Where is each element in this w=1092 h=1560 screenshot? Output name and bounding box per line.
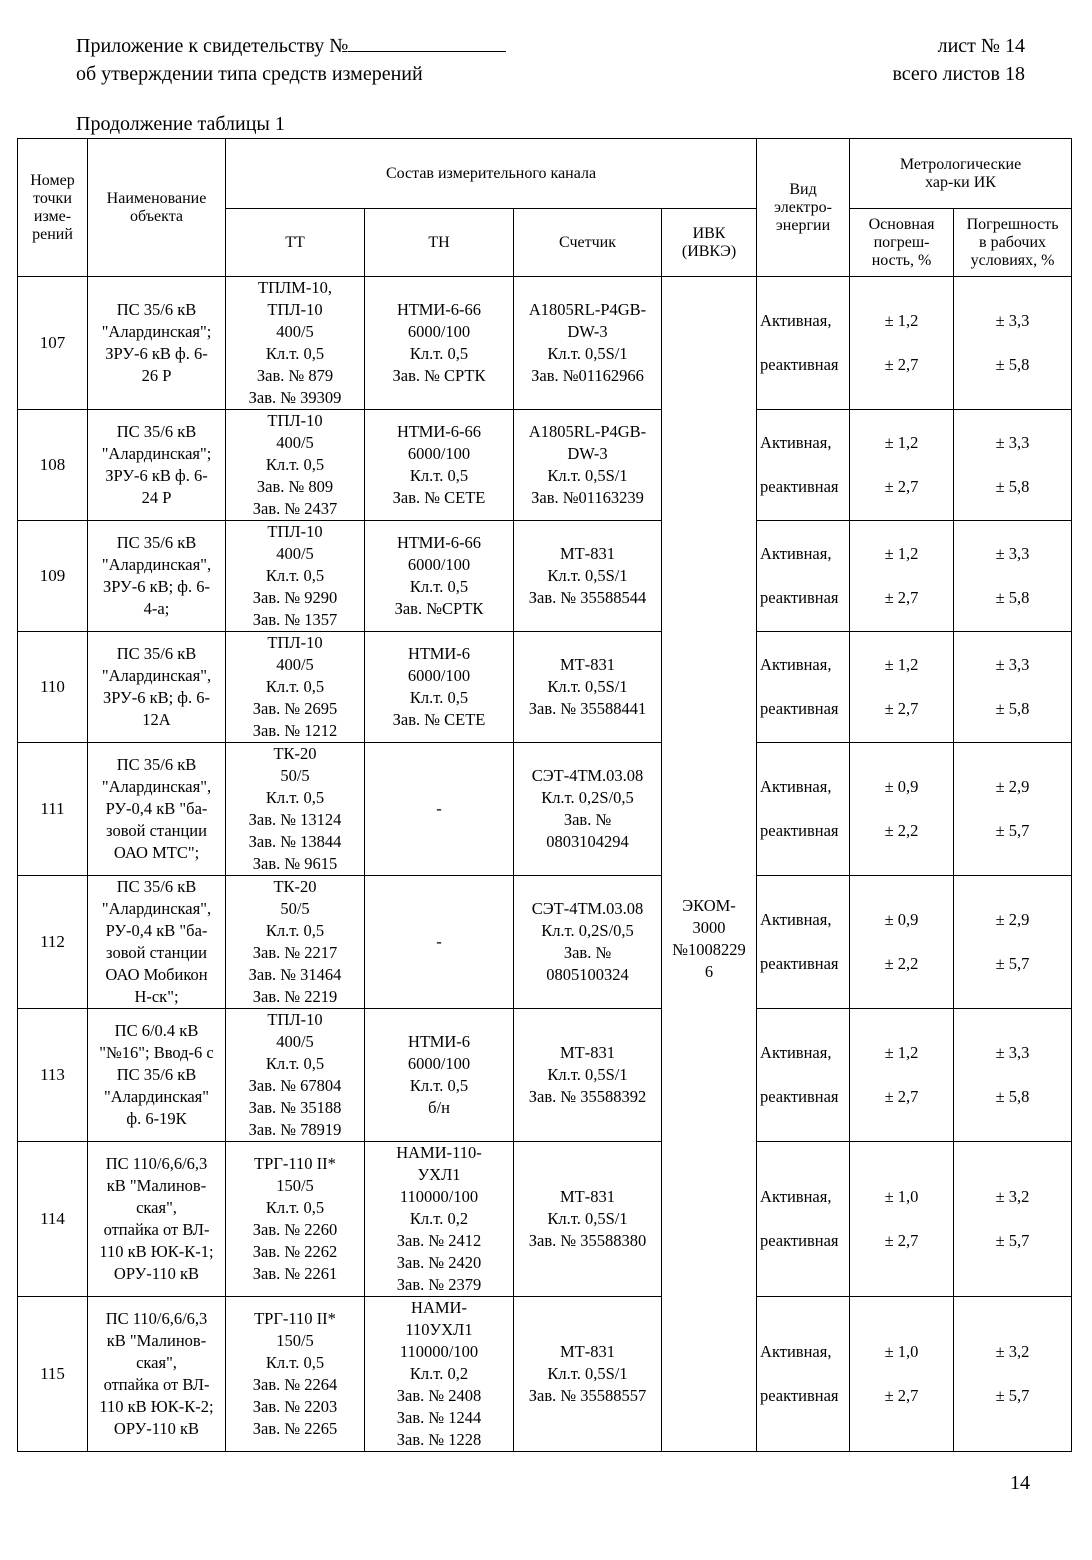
cell-tn: НТМИ-6 6000/100 Кл.т. 0,5 б/н	[365, 1009, 514, 1142]
cell-tt: ТРГ-110 II* 150/5 Кл.т. 0,5 Зав. № 2264 Зав. № 2203 Зав. № 2265	[226, 1297, 365, 1452]
working-error-active: ± 3,3	[995, 1043, 1030, 1062]
basic-error-active: ± 1,2	[884, 433, 919, 452]
col-header-tt: ТТ	[226, 209, 365, 277]
table-row	[18, 1009, 1072, 1142]
cell-tn: -	[365, 876, 514, 1009]
energy-active: Активная,	[760, 910, 832, 929]
cell-basic-error	[850, 1142, 954, 1297]
cell-basic-error	[850, 1009, 954, 1142]
energy-reactive: реактивная	[760, 699, 839, 718]
cell-tt: ТПЛ-10 400/5 Кл.т. 0,5 Зав. № 2695 Зав. № 1212	[226, 632, 365, 743]
cell-point-number: 112	[18, 876, 88, 1009]
cell-energy-kind	[757, 743, 850, 876]
table-continuation-caption: Продолжение таблицы 1	[76, 113, 285, 135]
total-sheets: всего листов 18	[892, 63, 1025, 85]
measurement-channels-table	[17, 138, 1072, 1452]
col-header-working-error: Погрешность в рабочих условиях, %	[954, 209, 1072, 277]
cell-object-name: ПС 35/6 кВ "Алардинская", ЗРУ-6 кВ; ф. 6- 4-а;	[88, 521, 226, 632]
energy-active: Активная,	[760, 655, 832, 674]
cell-energy-kind	[757, 277, 850, 410]
header-approval-line: об утверждении типа средств измерений	[76, 63, 423, 85]
cell-point-number: 111	[18, 743, 88, 876]
table-row	[18, 1297, 1072, 1452]
cell-working-error	[954, 410, 1072, 521]
working-error-reactive: ± 5,7	[995, 1231, 1030, 1250]
cell-ivk: ЭКОМ- 3000 №1008229 6	[662, 277, 757, 1452]
energy-reactive: реактивная	[760, 477, 839, 496]
cell-object-name: ПС 110/6,6/6,3 кВ "Малинов- ская", отпайка от ВЛ- 110 кВ ЮК-К-1; ОРУ-110 кВ	[88, 1142, 226, 1297]
working-error-active: ± 3,3	[995, 544, 1030, 563]
cell-meter: МТ-831 Кл.т. 0,5S/1 Зав. № 35588557	[514, 1297, 662, 1452]
cell-point-number: 110	[18, 632, 88, 743]
table-row	[18, 876, 1072, 1009]
cell-tt: ТК-20 50/5 Кл.т. 0,5 Зав. № 13124 Зав. № 13844 Зав. № 9615	[226, 743, 365, 876]
cell-meter: МТ-831 Кл.т. 0,5S/1 Зав. № 35588380	[514, 1142, 662, 1297]
basic-error-reactive: ± 2,7	[884, 477, 919, 496]
basic-error-active: ± 1,0	[884, 1342, 919, 1361]
basic-error-active: ± 1,2	[884, 544, 919, 563]
cell-point-number: 113	[18, 1009, 88, 1142]
cell-object-name: ПС 35/6 кВ "Алардинская", РУ-0,4 кВ "ба- зовой станции ОАО Мобикон Н-ск";	[88, 876, 226, 1009]
cell-energy-kind	[757, 1142, 850, 1297]
col-header-energy-kind: Вид электро- энергии	[757, 139, 850, 277]
cell-object-name: ПС 6/0.4 кВ "№16"; Ввод-6 с ПС 35/6 кВ "Алардинская" ф. 6-19К	[88, 1009, 226, 1142]
energy-reactive: реактивная	[760, 1087, 839, 1106]
basic-error-active: ± 1,2	[884, 1043, 919, 1062]
col-header-ivk: ИВК (ИВКЭ)	[662, 209, 757, 277]
working-error-reactive: ± 5,7	[995, 821, 1030, 840]
working-error-reactive: ± 5,8	[995, 355, 1030, 374]
cell-meter: СЭТ-4ТМ.03.08 Кл.т. 0,2S/0,5 Зав. № 0805100324	[514, 876, 662, 1009]
cell-working-error	[954, 876, 1072, 1009]
cell-point-number: 115	[18, 1297, 88, 1452]
basic-error-active: ± 0,9	[884, 910, 919, 929]
cell-energy-kind	[757, 1009, 850, 1142]
cell-tn: НАМИ- 110УХЛ1 110000/100 Кл.т. 0,2 Зав. № 2408 Зав. № 1244 Зав. № 1228	[365, 1297, 514, 1452]
cell-tt: ТПЛ-10 400/5 Кл.т. 0,5 Зав. № 809 Зав. № 2437	[226, 410, 365, 521]
cell-object-name: ПС 110/6,6/6,3 кВ "Малинов- ская", отпайка от ВЛ- 110 кВ ЮК-К-2; ОРУ-110 кВ	[88, 1297, 226, 1452]
cell-basic-error	[850, 521, 954, 632]
cell-working-error	[954, 1142, 1072, 1297]
energy-reactive: реактивная	[760, 821, 839, 840]
cell-meter: МТ-831 Кл.т. 0,5S/1 Зав. № 35588441	[514, 632, 662, 743]
cell-point-number: 108	[18, 410, 88, 521]
cell-tt: ТПЛ-10 400/5 Кл.т. 0,5 Зав. № 9290 Зав. № 1357	[226, 521, 365, 632]
col-header-channel-composition: Состав измерительного канала	[226, 139, 757, 209]
col-header-meter: Счетчик	[514, 209, 662, 277]
cell-basic-error	[850, 743, 954, 876]
working-error-reactive: ± 5,8	[995, 588, 1030, 607]
working-error-reactive: ± 5,8	[995, 1087, 1030, 1106]
table-row	[18, 1142, 1072, 1297]
energy-reactive: реактивная	[760, 588, 839, 607]
basic-error-reactive: ± 2,7	[884, 355, 919, 374]
cell-tt: ТК-20 50/5 Кл.т. 0,5 Зав. № 2217 Зав. № 31464 Зав. № 2219	[226, 876, 365, 1009]
basic-error-active: ± 0,9	[884, 777, 919, 796]
table-row	[18, 521, 1072, 632]
table-row	[18, 277, 1072, 410]
energy-active: Активная,	[760, 1187, 832, 1206]
cell-basic-error	[850, 876, 954, 1009]
cell-tn: -	[365, 743, 514, 876]
header-certificate-line: Приложение к свидетельству №	[76, 35, 349, 57]
cell-basic-error	[850, 632, 954, 743]
cell-object-name: ПС 35/6 кВ "Алардинская"; ЗРУ-6 кВ ф. 6- 24 Р	[88, 410, 226, 521]
page-number: 14	[1010, 1472, 1030, 1494]
working-error-active: ± 3,2	[995, 1187, 1030, 1206]
basic-error-reactive: ± 2,2	[884, 954, 919, 973]
basic-error-reactive: ± 2,7	[884, 1386, 919, 1405]
sheet-number: лист № 14	[937, 35, 1025, 57]
cell-energy-kind	[757, 876, 850, 1009]
working-error-reactive: ± 5,7	[995, 1386, 1030, 1405]
working-error-reactive: ± 5,7	[995, 954, 1030, 973]
energy-active: Активная,	[760, 777, 832, 796]
cell-basic-error	[850, 277, 954, 410]
working-error-active: ± 2,9	[995, 777, 1030, 796]
certificate-number-blank	[348, 33, 506, 52]
working-error-active: ± 3,3	[995, 433, 1030, 452]
col-header-tn: ТН	[365, 209, 514, 277]
col-header-metrology: Метрологические хар-ки ИК	[850, 139, 1072, 209]
cell-meter: А1805RL-P4GB- DW-3 Кл.т. 0,5S/1 Зав. №01162966	[514, 277, 662, 410]
working-error-reactive: ± 5,8	[995, 699, 1030, 718]
cell-basic-error	[850, 410, 954, 521]
basic-error-reactive: ± 2,7	[884, 1087, 919, 1106]
cell-meter: МТ-831 Кл.т. 0,5S/1 Зав. № 35588544	[514, 521, 662, 632]
col-header-point-number: Номер точки изме- рений	[18, 139, 88, 277]
col-header-basic-error: Основная погреш- ность, %	[850, 209, 954, 277]
cell-tn: НТМИ-6 6000/100 Кл.т. 0,5 Зав. № СЕТЕ	[365, 632, 514, 743]
cell-tn: НТМИ-6-66 6000/100 Кл.т. 0,5 Зав. №СРТК	[365, 521, 514, 632]
working-error-reactive: ± 5,8	[995, 477, 1030, 496]
cell-energy-kind	[757, 521, 850, 632]
working-error-active: ± 2,9	[995, 910, 1030, 929]
cell-tn: НТМИ-6-66 6000/100 Кл.т. 0,5 Зав. № СЕТЕ	[365, 410, 514, 521]
cell-point-number: 107	[18, 277, 88, 410]
cell-tt: ТРГ-110 II* 150/5 Кл.т. 0,5 Зав. № 2260 Зав. № 2262 Зав. № 2261	[226, 1142, 365, 1297]
cell-working-error	[954, 521, 1072, 632]
cell-point-number: 114	[18, 1142, 88, 1297]
table-row	[18, 632, 1072, 743]
cell-meter: А1805RL-P4GB- DW-3 Кл.т. 0,5S/1 Зав. №01163239	[514, 410, 662, 521]
cell-working-error	[954, 632, 1072, 743]
energy-active: Активная,	[760, 311, 832, 330]
cell-working-error	[954, 743, 1072, 876]
energy-reactive: реактивная	[760, 1386, 839, 1405]
cell-object-name: ПС 35/6 кВ "Алардинская"; ЗРУ-6 кВ ф. 6- 26 Р	[88, 277, 226, 410]
basic-error-reactive: ± 2,7	[884, 699, 919, 718]
cell-tt: ТПЛ-10 400/5 Кл.т. 0,5 Зав. № 67804 Зав. № 35188 Зав. № 78919	[226, 1009, 365, 1142]
table-row	[18, 743, 1072, 876]
cell-basic-error	[850, 1297, 954, 1452]
cell-energy-kind	[757, 632, 850, 743]
basic-error-reactive: ± 2,7	[884, 588, 919, 607]
document-header-left	[76, 32, 506, 88]
energy-active: Активная,	[760, 433, 832, 452]
energy-reactive: реактивная	[760, 1231, 839, 1250]
working-error-active: ± 3,3	[995, 655, 1030, 674]
energy-active: Активная,	[760, 544, 832, 563]
cell-tt: ТПЛМ-10, ТПЛ-10 400/5 Кл.т. 0,5 Зав. № 879 Зав. № 39309	[226, 277, 365, 410]
cell-object-name: ПС 35/6 кВ "Алардинская", ЗРУ-6 кВ; ф. 6- 12А	[88, 632, 226, 743]
basic-error-reactive: ± 2,2	[884, 821, 919, 840]
basic-error-reactive: ± 2,7	[884, 1231, 919, 1250]
cell-object-name: ПС 35/6 кВ "Алардинская", РУ-0,4 кВ "ба- зовой станции ОАО МТС";	[88, 743, 226, 876]
energy-active: Активная,	[760, 1043, 832, 1062]
cell-working-error	[954, 1297, 1072, 1452]
energy-reactive: реактивная	[760, 954, 839, 973]
energy-reactive: реактивная	[760, 355, 839, 374]
cell-energy-kind	[757, 1297, 850, 1452]
cell-meter: СЭТ-4ТМ.03.08 Кл.т. 0,2S/0,5 Зав. № 0803104294	[514, 743, 662, 876]
basic-error-active: ± 1,2	[884, 655, 919, 674]
energy-active: Активная,	[760, 1342, 832, 1361]
working-error-active: ± 3,3	[995, 311, 1030, 330]
cell-working-error	[954, 277, 1072, 410]
working-error-active: ± 3,2	[995, 1342, 1030, 1361]
cell-energy-kind	[757, 410, 850, 521]
table-row	[18, 410, 1072, 521]
basic-error-active: ± 1,2	[884, 311, 919, 330]
cell-tn: НАМИ-110- УХЛ1 110000/100 Кл.т. 0,2 Зав. № 2412 Зав. № 2420 Зав. № 2379	[365, 1142, 514, 1297]
basic-error-active: ± 1,0	[884, 1187, 919, 1206]
cell-meter: МТ-831 Кл.т. 0,5S/1 Зав. № 35588392	[514, 1009, 662, 1142]
cell-working-error	[954, 1009, 1072, 1142]
cell-point-number: 109	[18, 521, 88, 632]
document-header-right	[820, 32, 1025, 88]
col-header-object-name: Наименование объекта	[88, 139, 226, 277]
cell-tn: НТМИ-6-66 6000/100 Кл.т. 0,5 Зав. № СРТК	[365, 277, 514, 410]
